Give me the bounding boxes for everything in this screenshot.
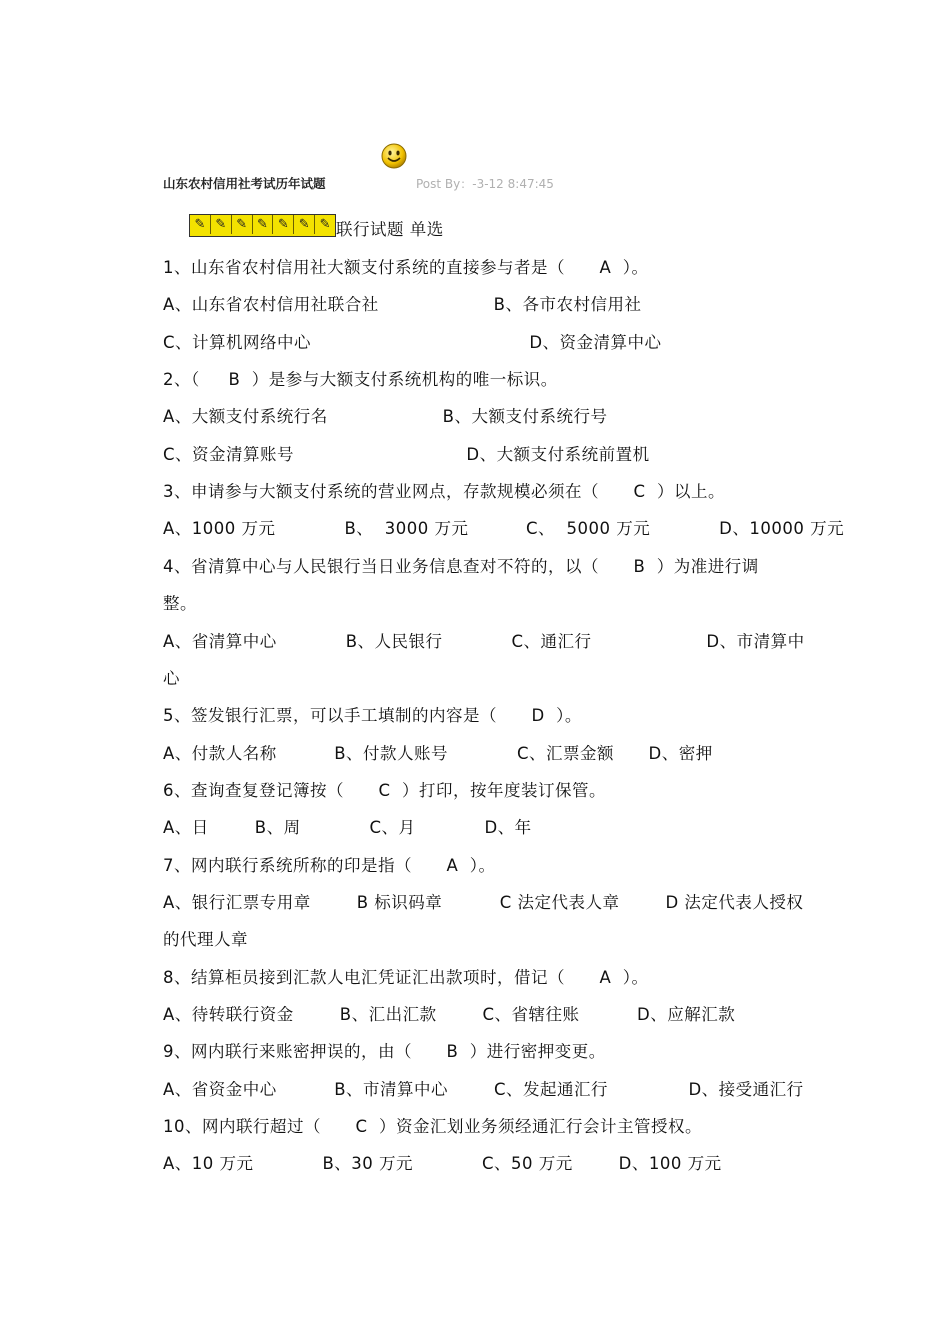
pencil-icon: ✎ xyxy=(253,215,274,234)
question-line: A、1000 万元 B、 3000 万元 C、 5000 万元 D、10000 万元 xyxy=(163,519,845,539)
question-line: A、待转联行资金 B、汇出汇款 C、省辖往账 D、应解汇款 xyxy=(163,1005,736,1024)
pencil-icon: ✎ xyxy=(273,215,294,234)
question-line: A、付款人名称 B、付款人账号 C、汇票金额 D、密押 xyxy=(163,743,713,763)
question-line: A、大额支付系统行名 B、大额支付系统行号 xyxy=(163,407,608,427)
question-line: A、银行汇票专用章 B 标识码章 C 法定代表人章 D 法定代表人授权 xyxy=(163,892,804,912)
question-line: 9、网内联行来账密押误的，由（ B ）进行密押变更。 xyxy=(163,1042,606,1062)
post-title: 山东农村信用社考试历年试题 xyxy=(163,176,326,191)
question-line: 7、网内联行系统所称的印是指（ A ）。 xyxy=(163,855,496,875)
question-line: 的代理人章 xyxy=(163,930,248,950)
question-line: C、计算机网络中心 D、资金清算中心 xyxy=(163,332,662,352)
question-line: 心 xyxy=(163,668,180,688)
pencil-icon: ✎ xyxy=(294,215,315,234)
question-line: C、资金清算账号 D、大额支付系统前置机 xyxy=(163,444,650,464)
question-line: 6、查询查复登记簿按（ C ）打印，按年度装订保管。 xyxy=(163,780,606,800)
toolbar-badge-icons xyxy=(189,214,336,237)
pencil-icon: ✎ xyxy=(319,217,331,232)
question-line: A、山东省农村信用社联合社 B、各市农村信用社 xyxy=(163,295,642,315)
question-line: 2、（ B ）是参与大额支付系统机构的唯一标识。 xyxy=(163,370,558,390)
pencil-icon: ✎ xyxy=(232,215,253,234)
question-line: 4、省清算中心与人民银行当日业务信息查对不符的，以（ B ）为准进行调 xyxy=(163,556,759,576)
smiley-icon xyxy=(381,143,407,169)
question-line: 3、申请参与大额支付系统的营业网点，存款规模必须在（ C ）以上。 xyxy=(163,482,725,502)
question-line: 5、签发银行汇票，可以手工填制的内容是（ D ）。 xyxy=(163,706,582,726)
question-line: A、省清算中心 B、人民银行 C、通汇行 D、市清算中 xyxy=(163,631,805,651)
question-line: A、10 万元 B、30 万元 C、50 万元 D、100 万元 xyxy=(163,1154,722,1174)
pencil-icon: ✎ xyxy=(211,215,232,234)
post-timestamp: Post By：-3-12 8:47:45 xyxy=(416,177,554,191)
question-line: 整。 xyxy=(163,594,197,614)
section-heading: 联行试题 单选 xyxy=(336,220,444,239)
question-line: A、日 B、周 C、月 D、年 xyxy=(163,818,532,838)
question-line: 10、网内联行超过（ C ）资金汇划业务须经通汇行会计主管授权。 xyxy=(163,1117,702,1137)
question-line: A、省资金中心 B、市清算中心 C、发起通汇行 D、接受通汇行 xyxy=(163,1079,804,1099)
pencil-icon: ✎ xyxy=(190,215,211,234)
question-line: 8、结算柜员接到汇款人电汇凭证汇出款项时，借记（ A ）。 xyxy=(163,967,649,987)
question-line: 1、山东省农村信用社大额支付系统的直接参与者是（ A ）。 xyxy=(163,258,649,277)
